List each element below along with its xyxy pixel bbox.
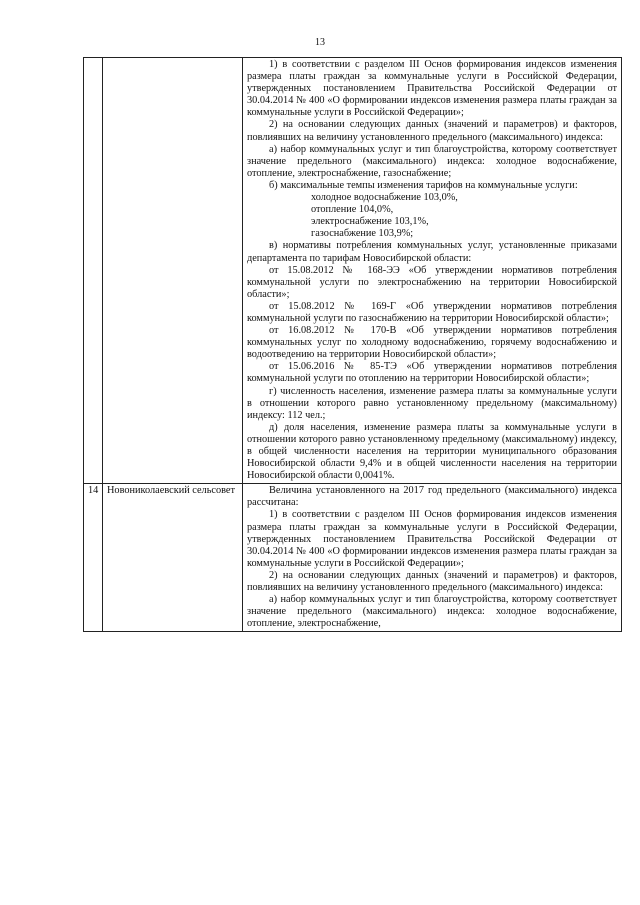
table-row — [84, 58, 622, 484]
paragraph: 1) в соответствии с разделом III Основ формирования индексов изменения размера платы граждан за коммунальные услуги в Российской Федерации, утвержденных постановлением Правительства Российской Федерации от 30.04.2014 № 400 «О формировании индексов изменения размера платы граждан за коммунальные услуги в Российской Федерации»; — [247, 59, 617, 119]
paragraph: от 16.08.2012 № 170-В «Об утверждении нормативов потребления коммунальных услуг по холодному водоснабжению, горячему водоснабжению и водоотведению на территории Новосибирской области»; — [247, 325, 617, 361]
row-number: 14 — [84, 484, 103, 632]
paragraph: 2) на основании следующих данных (значений и параметров) и факторов, повлиявших на величину установленного предельного (максимального) индекса: — [247, 569, 617, 594]
tariff-rate: электроснабжение 103,1%, — [311, 216, 429, 228]
paragraph: г) численность населения, изменение размера платы за коммунальные услуги в отношении которого равно установленному предельному (максимальному) индексу: 112 чел.; — [247, 385, 617, 421]
paragraph: от 15.08.2012 № 168-ЭЭ «Об утверждении нормативов потребления коммунальной услуги по электроснабжению на территории Новосибирской области»; — [247, 264, 617, 300]
paragraph: б) максимальные темпы изменения тарифов на коммунальные услуги: — [269, 179, 578, 191]
table-row — [84, 484, 622, 632]
row-description — [243, 58, 622, 484]
paragraph: в) нормативы потребления коммунальных услуг, установленные приказами департамента по тарифам Новосибирской области: — [247, 240, 617, 264]
page-number: 13 — [315, 37, 325, 48]
tariff-rate: газоснабжение 103,9%; — [311, 228, 414, 240]
municipality-name — [103, 58, 243, 484]
paragraph: от 15.08.2012 № 169-Г «Об утверждении нормативов потребления коммунальной услуги по газоснабжению на территории Новосибирской области»; — [247, 300, 617, 324]
paragraph: Величина установленного на 2017 год предельного (максимального) индекса рассчитана: — [247, 485, 617, 509]
row-description — [243, 484, 622, 632]
paragraph: а) набор коммунальных услуг и тип благоустройства, которому соответствует значение предельного (максимального) индекса: холодное водоснабжение, отопление, электроснабжение, — [247, 594, 617, 630]
paragraph: 2) на основании следующих данных (значений и параметров) и факторов, повлиявших на величину установленного предельного (максимального) индекса: — [247, 119, 617, 143]
paragraph: д) доля населения, изменение размера платы за коммунальные услуги в отношении которого равно установленному предельному (максимальному) индексу, в общей численности населения на территории муниципального образования Новосибирской области 9,4% и в общей численности населения на территории Новосибирской области 0,0041%. — [247, 421, 617, 482]
paragraph: а) набор коммунальных услуг и тип благоустройства, которому соответствует значение предельного (максимального) индекса: холодное водоснабжение, отопление, электроснабжение, газоснабжение; — [247, 143, 617, 179]
indices-table — [83, 57, 622, 632]
paragraph: 1) в соответствии с разделом III Основ формирования индексов изменения размера платы граждан за коммунальные услуги в Российской Федерации, утвержденных постановлением Правительства Российской Федерации от 30.04.2014 № 400 «О формировании индексов изменения размера платы граждан за коммунальные услуги в Российской Федерации»; — [247, 509, 617, 569]
row-number — [84, 58, 103, 484]
municipality-name: Новониколаевский сельсовет — [103, 484, 243, 632]
tariff-rate: отопление 104,0%, — [311, 204, 394, 216]
tariff-rate: холодное водоснабжение 103,0%, — [311, 192, 458, 204]
paragraph: от 15.06.2016 № 85-ТЭ «Об утверждении нормативов потребления коммунальной услуги по отоплению на территории Новосибирской области»; — [247, 361, 617, 385]
